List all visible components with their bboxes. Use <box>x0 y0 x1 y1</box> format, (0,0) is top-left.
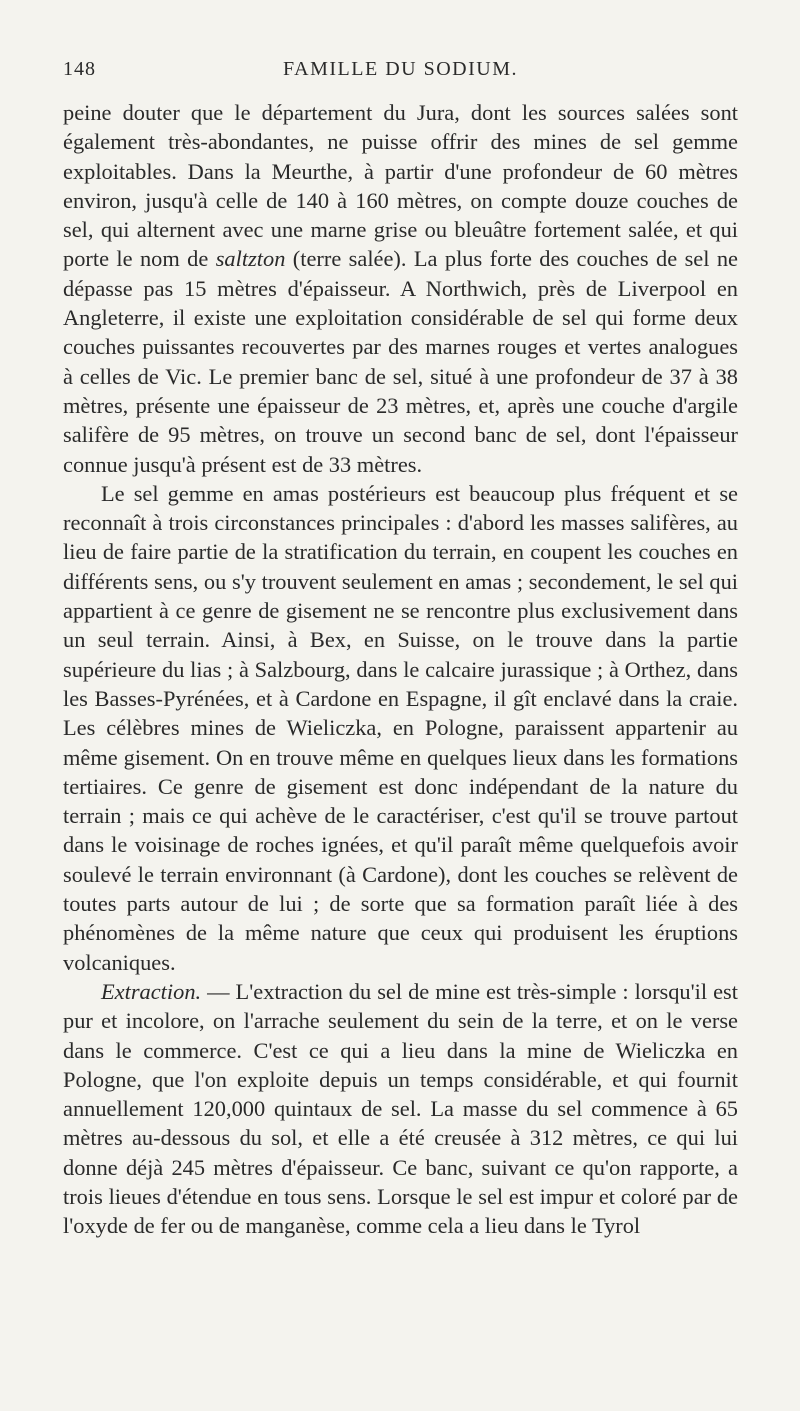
paragraph-2: Le sel gemme en amas postérieurs est beaucoup plus fréquent et se reconnaît à trois circonstances principales : d'abord les masses salifères, au lieu de faire partie de la stratification du terrain, en coupent les couches en différents sens, ou s'y trouvent seulement en amas ; secondement, le sel qui appartient à ce genre de gisement ne se rencontre plus exclusivement dans un seul terrain. Ainsi, à Bex, en Suisse, on le trouve dans la partie supérieure du lias ; à Salzbourg, dans le calcaire jurassique ; à Orthez, dans les Basses-Pyrénées, et à Cardone en Espagne, il gît enclavé dans la craie. Les célèbres mines de Wieliczka, en Pologne, paraissent appartenir au même gisement. On en trouve même en quelques lieux dans les formations tertiaires. Ce genre de gisement est donc indépendant de la nature du terrain ; mais ce qui achève de le caractériser, c'est qu'il se trouve partout dans le voisinage de roches ignées, et qu'il paraît même quelquefois avoir soulevé le terrain environnant (à Cardone), dont les couches se relèvent de toutes parts autour de lui ; de sorte que sa formation paraît liée à des phénomènes de la même nature que ceux qui produisent les éruptions volcaniques. <box>63 480 738 975</box>
paragraph-3 <box>63 977 738 1241</box>
paragraph-3-text: — L'extraction du sel de mine est très-simple : lorsqu'il est pur et incolore, on l'arrache seulement du sein de la terre, et on le verse dans le commerce. C'est ce qui a lieu dans la mine de Wieliczka en Pologne, que l'on exploite depuis un temps considérable, et qui fournit annuellement 120,000 quintaux de sel. La masse du sel commence à 65 mètres au-dessous du sol, et elle a été creusée à 312 mètres, ce qui lui donne déjà 245 mètres d'épaisseur. Ce banc, suivant ce qu'on rapporte, a trois lieues d'étendue en tous sens. Lorsque le sel est impur et coloré par de l'oxyde de fer ou de manganèse, comme cela a lieu dans le Tyrol <box>63 978 738 1239</box>
running-title: FAMILLE DU SODIUM. <box>283 58 518 80</box>
page-number: 148 <box>63 58 96 80</box>
paragraph-1 <box>63 98 738 479</box>
body-text <box>63 98 738 1241</box>
page-header <box>63 58 738 84</box>
paragraph-1-text-after: (terre salée). La plus forte des couches de sel ne dépasse pas 15 mètres d'épaisseur. A Northwich, près de Liverpool en Angleterre, il existe une exploitation considérable de sel qui forme deux couches puissantes recouvertes par des marnes rouges et vertes analogues à celles de Vic. Le premier banc de sel, situé à une profondeur de 37 à 38 mètres, présente une épaisseur de 23 mètres, et, après une couche d'argile salifère de 95 mètres, on trouve un second banc de sel, dont l'épaisseur connue jusqu'à présent est de 33 mètres. <box>63 246 738 477</box>
section-heading-extraction: Extraction. <box>101 978 202 1004</box>
paragraph-1-text-before: peine douter que le département du Jura, dont les sources salées sont également très-abondantes, ne puisse offrir des mines de sel gemme exploitables. Dans la Meurthe, à partir d'une profondeur de 60 mètres environ, jusqu'à celle de 140 à 160 mètres, on compte douze couches de sel, qui alternent avec une marne grise ou bleuâtre fortement salée, et qui porte le nom de <box>63 100 738 272</box>
term-saltzton: saltzton <box>215 246 286 272</box>
